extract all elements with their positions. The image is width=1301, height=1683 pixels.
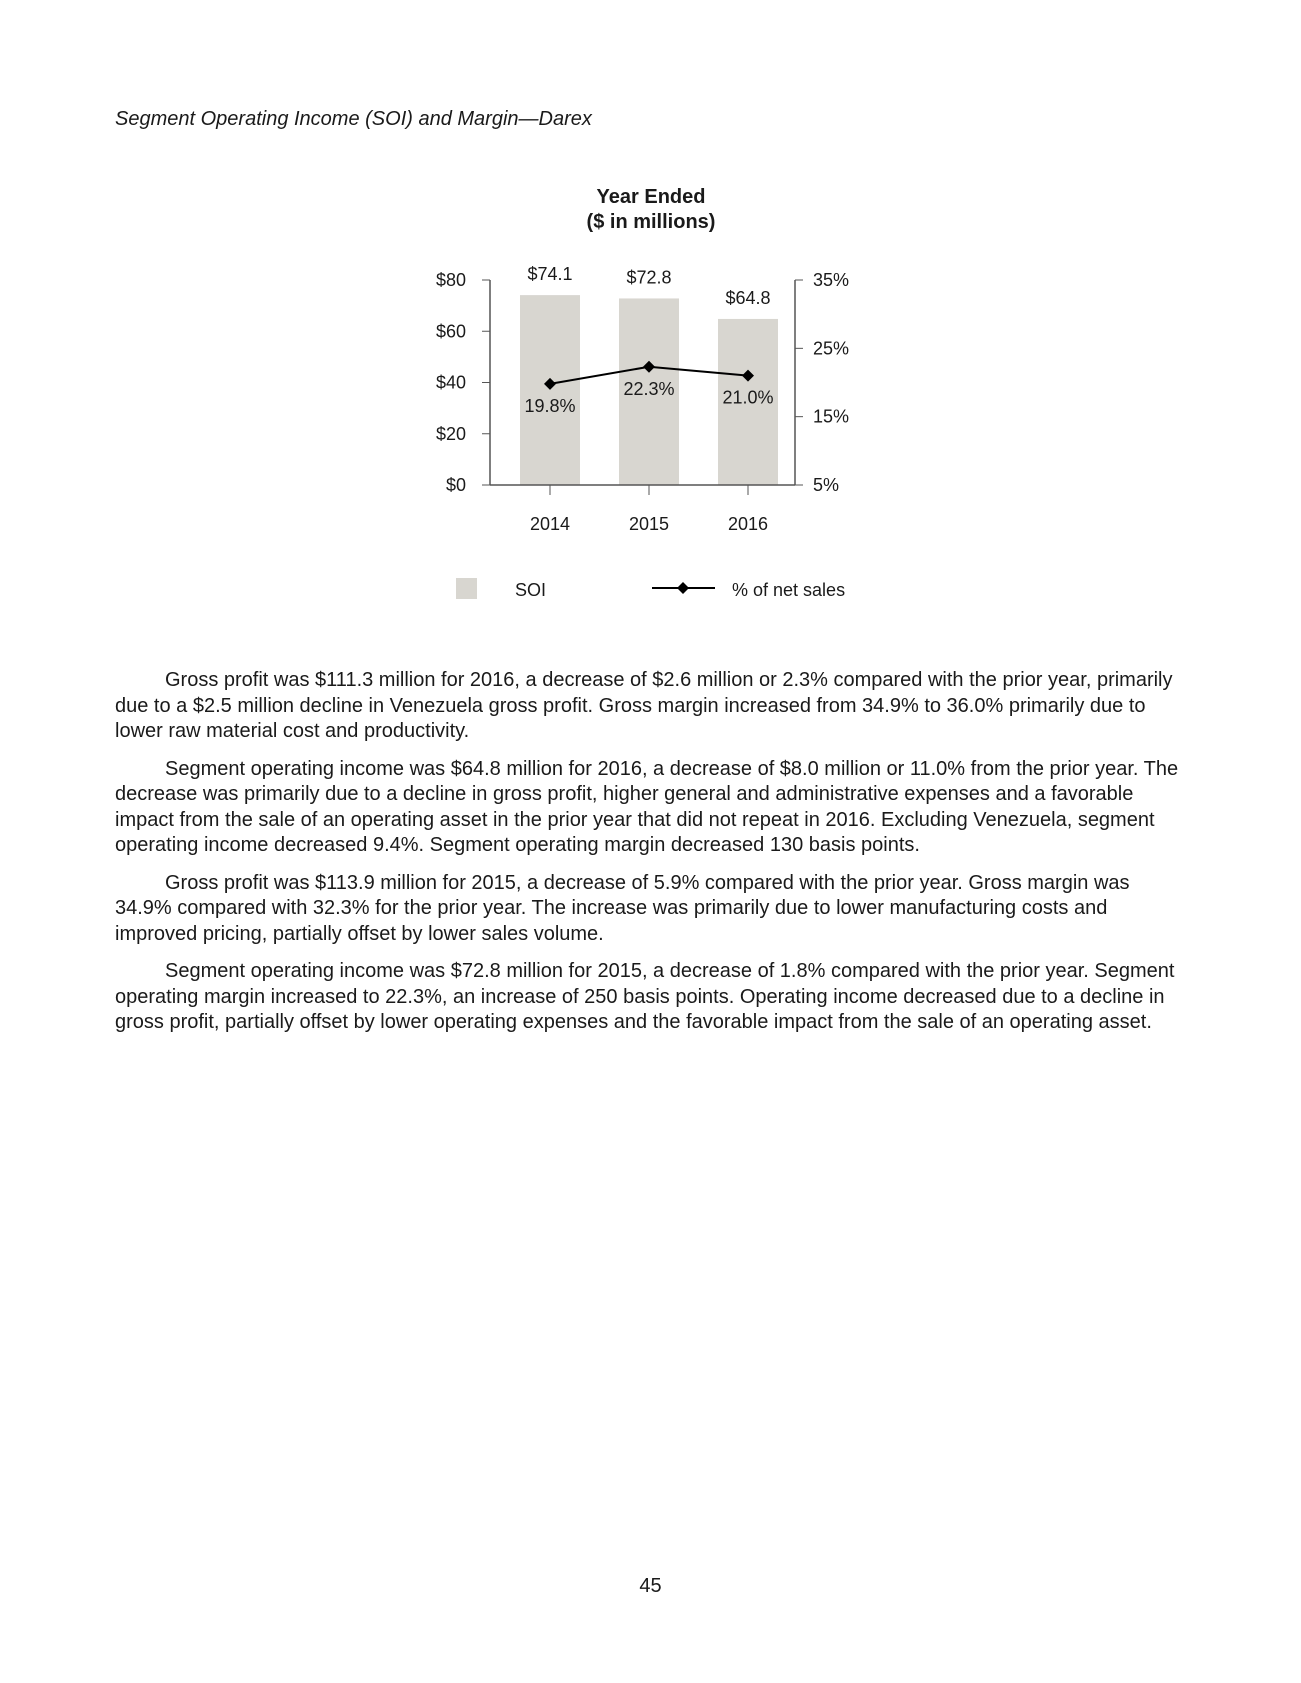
section-title: Segment Operating Income (SOI) and Margin—Darex (115, 108, 592, 130)
right-tick-label: 25% (813, 338, 850, 359)
left-tick-label: $0 (445, 475, 466, 495)
soi-data-label: $72.8 (626, 267, 672, 288)
left-tick-label: $80 (435, 270, 466, 290)
x-tick-label: 2016 (727, 514, 769, 534)
soi-bar (520, 295, 580, 485)
paragraph: Gross profit was $113.9 million for 2015, a decrease of 5.9% compared with the prior year. Gross margin was 34.9% compared with 32.3% for the prior year. The increase was primarily due to lower manufacturing costs and improved pricing, partially offset by lower sales volume. (115, 871, 1130, 945)
x-tick-label: 2014 (529, 514, 571, 534)
chart-legend (456, 578, 845, 600)
soi-data-label: $74.1 (527, 264, 573, 285)
paragraph: Segment operating income was $64.8 million for 2016, a decrease of $8.0 million or 11.0% from the prior year. The decrease was primarily due to a decline in gross profit, higher general and administrative expenses and a favorable impact from the sale of an operating asset in the prior year that did not repeat in 2016. Excluding Venezuela, segment operating income decreased 9.4%. Segment operating margin decreased 130 basis points. (115, 757, 1179, 856)
left-tick-label: $40 (435, 372, 466, 393)
page-number: 45 (639, 1575, 662, 1597)
margin-data-label: 21.0% (722, 387, 774, 408)
chart-subtitle: ($ in millions) (586, 211, 716, 233)
left-tick-label: $20 (435, 423, 466, 444)
plot-area (436, 264, 849, 534)
paragraph: Gross profit was $111.3 million for 2016, a decrease of $2.6 million or 2.3% compared with the prior year, primarily due to a $2.5 million decline in Venezuela gross profit. Gross margin increased from 34.9% to 36.0% primarily due to lower raw material cost and productivity. (115, 669, 1173, 742)
chart-title: Year Ended (596, 186, 706, 208)
paragraph: Segment operating income was $72.8 million for 2015, a decrease of 1.8% compared with the prior year. Segment operating margin increased to 22.3%, an increase of 250 basis points. Operating income decreased due to a decline in gross profit, partially offset by lower operating expenses and the favorable impact from the sale of an operating asset. (115, 960, 1175, 1033)
legend-line-label: % of net sales (732, 580, 846, 600)
legend-soi-swatch (456, 578, 477, 599)
left-tick-label: $60 (435, 321, 466, 342)
soi-margin-chart (0, 0, 1301, 640)
margin-data-label: 19.8% (524, 395, 576, 416)
right-tick-label: 35% (813, 270, 850, 290)
legend-soi-label: SOI (515, 580, 547, 600)
soi-data-label: $64.8 (725, 287, 771, 308)
legend-line-marker (677, 582, 689, 594)
right-tick-label: 15% (813, 406, 850, 427)
right-tick-label: 5% (813, 475, 840, 495)
margin-data-label: 22.3% (623, 378, 675, 399)
x-tick-label: 2015 (628, 514, 670, 534)
body-text (115, 668, 1190, 1048)
